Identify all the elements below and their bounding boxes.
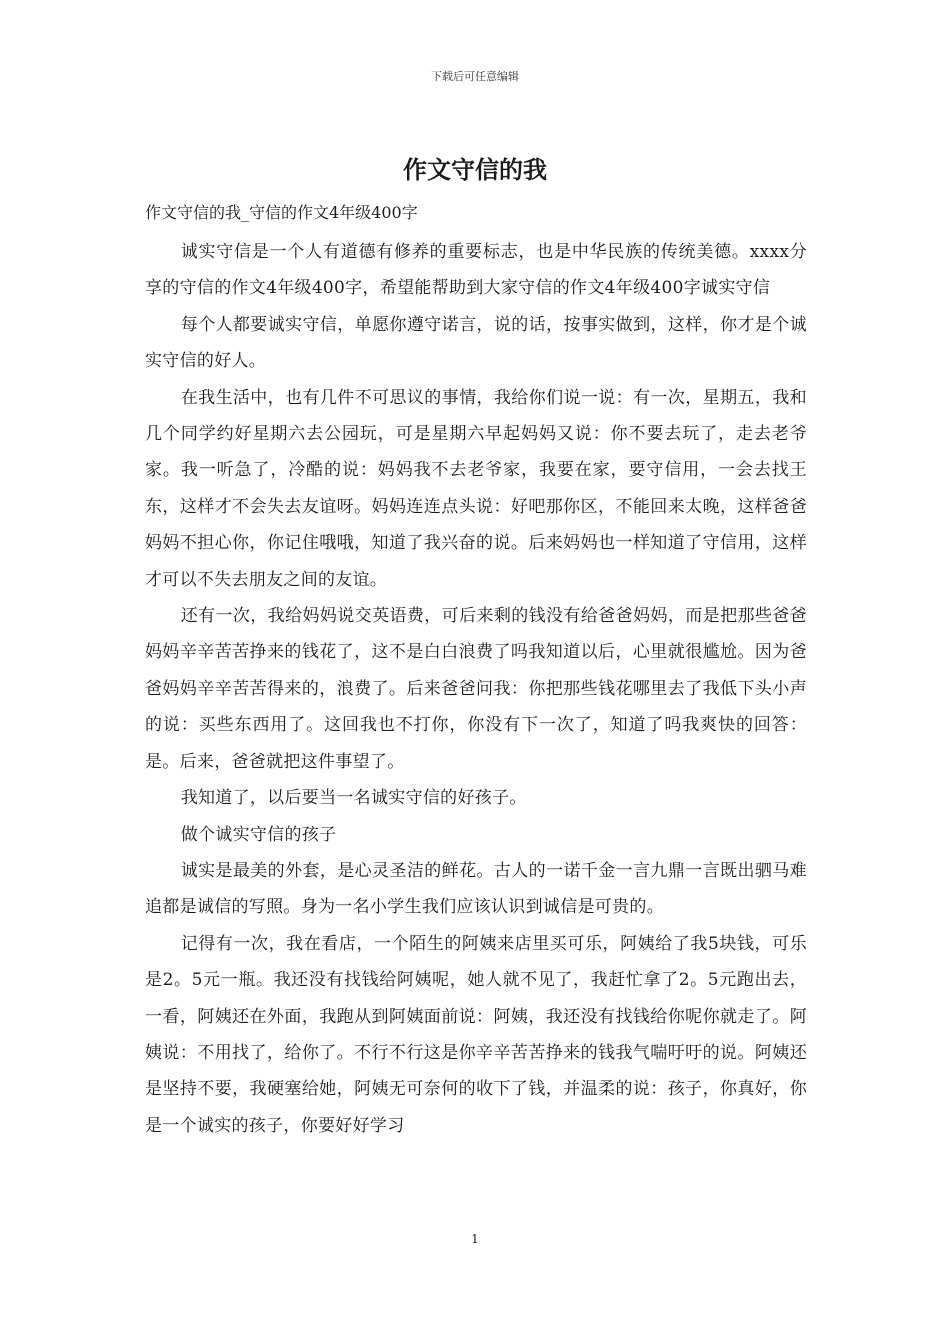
paragraph: 记得有一次，我在看店，一个陌生的阿姨来店里买可乐，阿姨给了我5块钱，可乐是2。5元一瓶。我还没有找钱给阿姨呢，她人就不见了，我赶忙拿了2。5元跑出去，一看，阿姨还在外面，我跑从到阿姨面前说：阿姨，我还没有找钱给你呢你就走了。阿姨说：不用找了，给你了。不行不行这是你辛辛苦苦挣来的钱我气喘吁吁的说。阿姨还是坚持不要，我硬塞给她，阿姨无可奈何的收下了钱，并温柔的说：孩子，你真好，你是一个诚实的孩子，你要好好学习 <box>145 933 807 1136</box>
document-subtitle: 作文守信的我_守信的作文4年级400字 <box>145 203 418 222</box>
document-body <box>145 234 807 1144</box>
document-title: 作文守信的我 <box>403 155 547 184</box>
paragraph: 我知道了，以后要当一名诚实守信的好孩子。 <box>180 788 527 809</box>
page-number: 1 <box>471 1232 479 1246</box>
paragraph: 诚实是最美的外套，是心灵圣洁的鲜花。古人的一诺千金一言九鼎一言既出驷马难追都是诚信的写照。身为一名小学生我们应该认识到诚信是可贵的。 <box>145 860 807 918</box>
paragraph: 每个人都要诚实守信，单愿你遵守诺言，说的话，按事实做到，这样，你才是个诚实守信的好人。 <box>145 314 807 372</box>
section-heading: 做个诚实守信的孩子 <box>180 824 337 845</box>
page-header: 下载后可任意编辑 <box>431 70 519 83</box>
paragraph: 还有一次，我给妈妈说交英语费，可后来剩的钱没有给爸爸妈妈，而是把那些爸爸妈妈辛辛苦苦挣来的钱花了，这不是白白浪费了吗我知道以后，心里就很尴尬。因为爸爸妈妈辛辛苦苦得来的，浪费了。后来爸爸问我：你把那些钱花哪里去了我低下头小声的说：买些东西用了。这回我也不打你，你没有下一次了，知道了吗我爽快的回答：是。后来，爸爸就把这件事望了。 <box>145 606 807 772</box>
paragraph: 在我生活中，也有几件不可思议的事情，我给你们说一说：有一次，星期五，我和几个同学约好星期六去公园玩，可是星期六早起妈妈又说：你不要去玩了，走去老爷家。我一听急了，冷酷的说：妈妈我不去老爷家，我要在家，要守信用，一会去找王东，这样才不会失去友谊呀。妈妈连连点头说：好吧那你区，不能回来太晚，这样爸爸妈妈不担心你，你记住哦哦，知道了我兴奋的说。后来妈妈也一样知道了守信用，这样才可以不失去朋友之间的友谊。 <box>145 387 807 590</box>
paragraph: 诚实守信是一个人有道德有修养的重要标志，也是中华民族的传统美德。xxxx分享的守信的作文4年级400字，希望能帮助到大家守信的作文4年级400字诚实守信 <box>145 242 807 299</box>
